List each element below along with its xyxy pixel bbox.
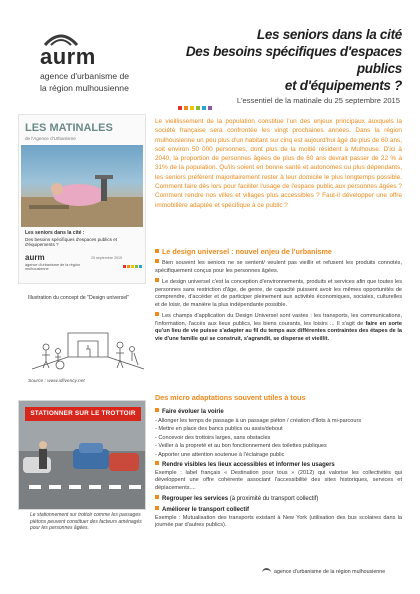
seniors-exercise-photo-icon [21,145,143,227]
cover-caption-text: Des besoins spécifiques d'espaces publics et d'équipements ? [25,236,118,248]
color-dot [139,265,142,268]
section-micro-adaptations-title: Des micro adaptations souvent utiles à tous [155,393,306,402]
cover-logo-subtitle: agence d'urbanisme de la région mulhousienne [25,263,80,272]
logo-subtitle-line2: la région mulhousienne [40,83,129,93]
color-dot [196,106,200,110]
list-item: - Veiller à la propreté et au bon fonctionnement des toilettes publiques [155,443,327,450]
footer-logo-icon [262,568,271,574]
cover-title: LES MATINALES [25,122,113,134]
section-micro-adaptations-body [155,406,402,533]
color-dot [123,265,126,268]
transport-collectif-heading-text: Améliorer le transport collectif [162,507,250,514]
bullet-square-icon [155,249,159,253]
street-sign: STATIONNER SUR LE TROTTOIR [25,407,141,421]
regrouper-services-detail: (à proximité du transport collectif) [228,496,319,503]
title-line3: et d'équipements ? [284,78,402,93]
color-dot [131,265,134,268]
color-dot [208,106,212,110]
lieux-accessibles-heading [155,461,402,470]
regrouper-services-heading-text: Regrouper les services [162,496,229,503]
transport-collectif-text: Exemple : Mutualisation des transports existant à New York (utilisation des bus scolaires dans la journée par d'autres publics). [155,514,402,529]
cover-color-dots [123,255,145,284]
lieux-accessibles-heading-text: Rendre visibles les lieux accessibles et informer les usagers [162,462,335,469]
regrouper-services-heading [155,495,402,504]
bullet-square-icon [155,495,159,499]
street-caption: Le stationnement sur trottoir comme les passages piétons peuvent constituer des facteurs aménagés pour les personnes âgées. [30,512,142,532]
section1-p1-text: Bien souvent les seniors ne se sentent/ veulent pas vieillir et refusent les produits connotés, spécifiquement conçus pour les personnes âgées. [155,260,402,274]
footer-text: agence d'urbanisme de la région mulhousienne [274,569,386,575]
illustration-source: Source : www.idlivency.net [28,379,85,384]
color-dot [190,106,194,110]
section-design-universel-title [155,247,402,256]
section1-p2-text: Le design universel c'est la conception d'environnements, produits et services afin que toutes les personnes sans restriction d'âge, de genre, de capacité puissent avoir les mêmes opportunités de comprendre, d'accéder et de participer pleinement aux activités économiques, sociales, culturelles et de loisir, de manière la plus indépendante possible. [155,279,402,308]
color-dots [178,97,214,115]
color-dot [135,265,138,268]
section1-title-text: Le design universel : nouvel enjeu de l'urbanisme [162,247,332,256]
color-dot [202,106,206,110]
tagline: L'essentiel de la matinale du 25 septembre 2015 [236,96,400,105]
bullet-square-icon [155,278,159,282]
illustration-caption: Illustration du concept de "Design universel" [28,295,130,301]
footer [262,568,412,575]
bullet-square-icon [155,408,159,412]
cover-caption [25,231,137,248]
logo-subtitle-line1: agence d'urbanisme de [40,71,130,81]
voirie-heading [155,408,402,417]
bullet-square-icon [155,312,159,316]
list-item: - Concevoir des trottoirs larges, sans obstacles [155,434,271,441]
logo-subtitle [40,70,160,94]
cover-subtitle: de l'Agence d'Urbanisme [25,136,76,141]
bullet-square-icon [155,506,159,510]
list-item: - Allonger les temps de passage à un passage piéton / création d'îlots à mi-parcours [155,417,362,424]
section1-paragraph-2 [155,278,402,309]
color-dot [127,265,130,268]
lieux-accessibles-text: Exemple : label français « Destination pour tous » (2012) qui valorise les collectivités qui développent une offre cohérente associant l'accessibilité des sites historiques, services et déplacements.... [155,469,402,491]
list-item: - Mettre en place des bancs publics ou assis/debout [155,426,283,433]
section1-paragraph-3 [155,312,402,343]
list-item: - Apporter une attention soutenue à l'éclairage public [155,451,285,458]
universal-design-illustration-icon [28,313,148,373]
color-dot [184,106,188,110]
cover-caption-title: Les seniors dans la cité : [25,230,85,236]
section1-p3-text: Les champs d'application du Design Universel sont vastes : les transports, les communications, l'information, l'accès aux lieux publics, les biens courants, les loisirs ... Il s'agit de [155,313,402,327]
cover-logo: aurm [25,253,45,262]
street-photo [18,400,146,510]
section1-paragraph-1 [155,259,402,275]
aurm-logo: aurm [40,44,96,69]
cover-date: 25 septembre 2015 [91,256,122,260]
voirie-list [155,418,402,460]
cover-thumbnail [18,114,146,284]
color-dot [123,283,126,284]
bullet-square-icon [155,461,159,465]
title-line2: Des besoins spécifiques d'espaces publics [185,44,402,76]
color-dot [178,106,182,110]
section-design-universel-body [155,259,402,346]
bullet-square-icon [155,259,159,263]
transport-collectif-heading [155,506,402,515]
page-title [162,26,402,94]
title-line1: Les seniors dans la cité [256,27,402,42]
voirie-heading-text: Faire évoluer la voirie [162,409,224,415]
section1-p3-bold: faire en sorte qu'un lieu de vie puisse s'adapter au fil du temps aux différentes contraintes des étapes de la vie d'une famille qui se construit, s'agrandit, se disperse et vieillit. [155,320,402,342]
intro-paragraph: Le vieillissement de la population constitue l'un des enjeux principaux auxquels la société française sera confrontée les vingt prochaines années. Dans la région mulhousienne un peu plus d'un habitant sur cinq est aujourd'hui âgé de plus de 60 ans, soit environ 50 000 personnes, dont plus de la moitié résident à Mulhouse. D'ici à 2040, la proportion de personnes âgées de plus de 60 ans devrait passer de 22 % à 31% de la population. Qu'ils soient en bonne santé et autonomes ou plus dépendants, les seniors préfèrent majoritairement rester à leur domicile le plus longtemps possible. Comment faire dès lors pour faciliter l'usage de l'espace public aux personnes âgées ? Comment rendre nos villes et villages plus accessibles ? Faut-il développer une offre immobilière adaptée et spécifique à ce public ? [155,118,402,209]
cover-photo [21,145,143,227]
